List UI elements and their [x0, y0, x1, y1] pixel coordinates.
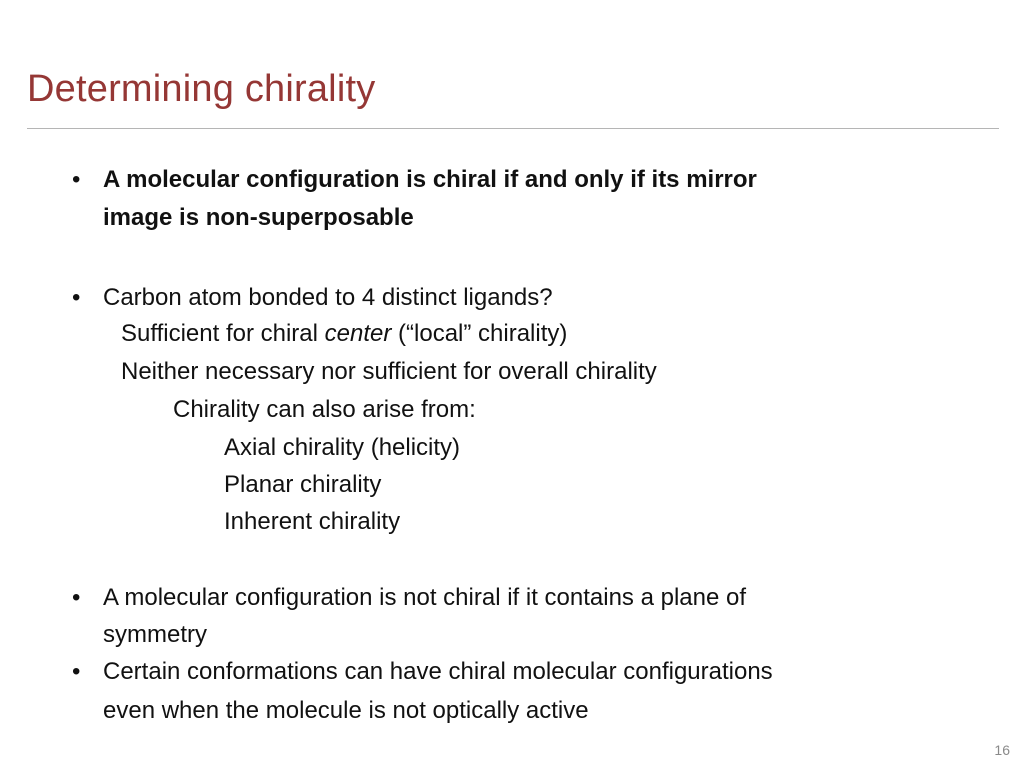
bullet-4-marker: •: [72, 658, 81, 685]
bullet-3-marker: •: [72, 584, 81, 611]
bullet-3-line-1: A molecular configuration is not chiral if it contains a plane of: [103, 584, 747, 611]
sub-1-prefix: Sufficient for chiral: [121, 320, 325, 347]
bullet-2-subsub-2: Planar chirality: [224, 471, 382, 498]
sub-1-italic: center: [324, 320, 392, 347]
bullet-2-marker: •: [72, 284, 81, 311]
bullet-2-sub-3: Chirality can also arise from:: [173, 396, 476, 423]
sub-1-suffix: (“local” chirality): [391, 320, 568, 347]
title-divider: [27, 128, 999, 129]
slide-title: Determining chirality: [27, 68, 376, 110]
bullet-2-subsub-3: Inherent chirality: [224, 508, 401, 535]
bullet-2-sub-2: Neither necessary nor sufficient for overall chirality: [121, 358, 657, 385]
bullet-4-line-2: even when the molecule is not optically active: [103, 697, 589, 724]
bullet-3-line-2: symmetry: [103, 621, 207, 648]
bullet-2-sub-1: [121, 320, 567, 349]
bullet-1-line-1: A molecular configuration is chiral if and only if its mirror: [103, 166, 757, 193]
bullet-1-marker: •: [72, 166, 81, 193]
bullet-2-line-1: Carbon atom bonded to 4 distinct ligands?: [103, 284, 553, 311]
page-number: 16: [994, 742, 1010, 758]
bullet-4-line-1: Certain conformations can have chiral molecular configurations: [103, 658, 773, 685]
bullet-1-line-2: image is non-superposable: [103, 204, 414, 231]
bullet-2-subsub-1: Axial chirality (helicity): [224, 434, 461, 461]
